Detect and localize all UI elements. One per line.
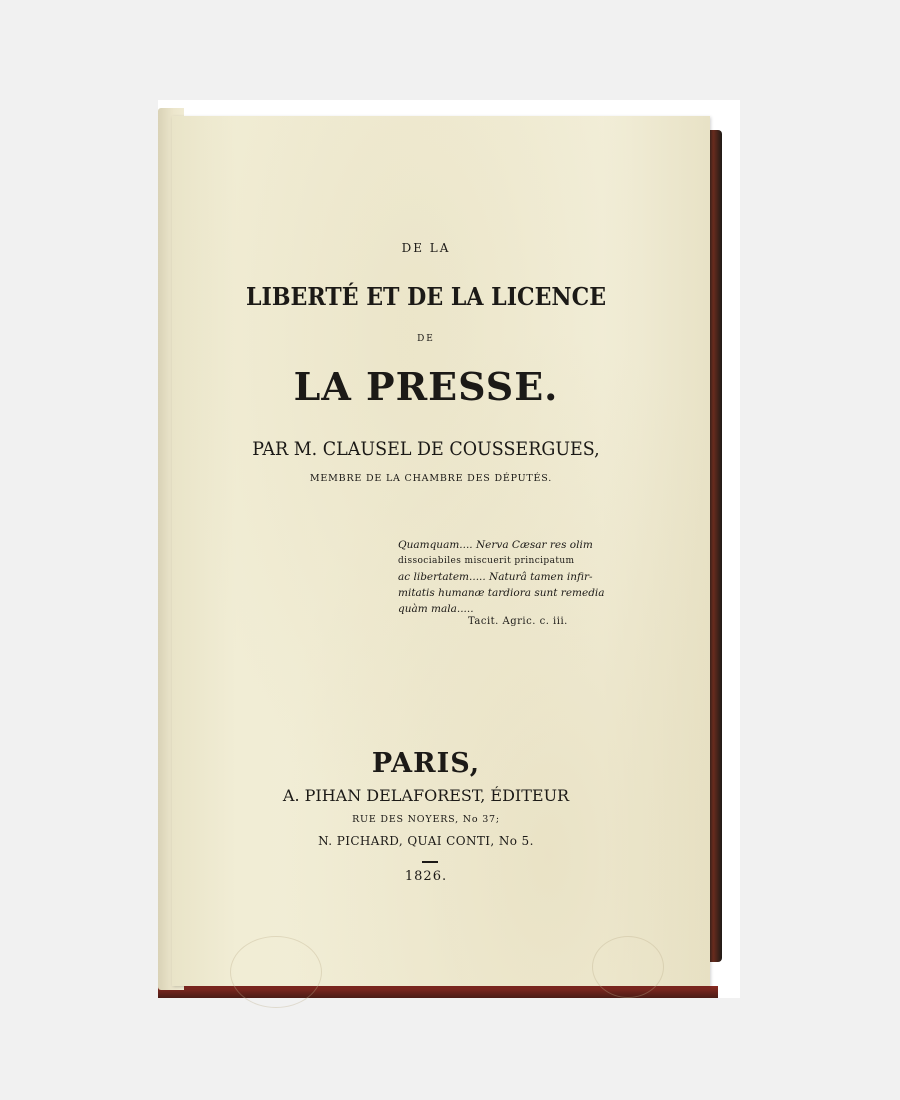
imprint-second-publisher: N. PICHARD, QUAI CONTI, No 5. (318, 834, 534, 848)
epigraph-attribution: Tacit. Agric. c. iii. (468, 616, 568, 627)
imprint-publisher: A. PIHAN DELAFOREST, ÉDITEUR (282, 786, 570, 805)
title-connector: DE (417, 334, 435, 344)
author-role: MEMBRE DE LA CHAMBRE DES DÉPUTÉS. (309, 473, 553, 484)
epigraph-line: ac libertatem..... Naturâ tamen infir- (398, 571, 593, 583)
book-subject: LA PRESSE. (293, 364, 559, 409)
imprint-city: PARIS, (371, 748, 481, 779)
epigraph-line: Quamquam.... Nerva Cæsar res olim (398, 539, 593, 551)
foxing-stain (592, 936, 664, 998)
title-prefix: DE LA (401, 241, 451, 255)
epigraph-line: quàm mala..... (398, 603, 474, 615)
epigraph (398, 537, 608, 617)
imprint-year: 1826. (404, 869, 448, 884)
foxing-stain (230, 936, 322, 1008)
epigraph-line: mitatis humanæ tardiora sunt remedia (398, 587, 605, 599)
book-title: LIBERTÉ ET DE LA LICENCE (245, 282, 607, 311)
author-name: PAR M. CLAUSEL DE COUSSERGUES, (252, 438, 600, 460)
title-page (172, 116, 710, 986)
imprint-rule (422, 861, 438, 863)
epigraph-line: dissociabiles miscuerit principatum (398, 556, 575, 566)
imprint-address: RUE DES NOYERS, No 37; (352, 814, 500, 825)
